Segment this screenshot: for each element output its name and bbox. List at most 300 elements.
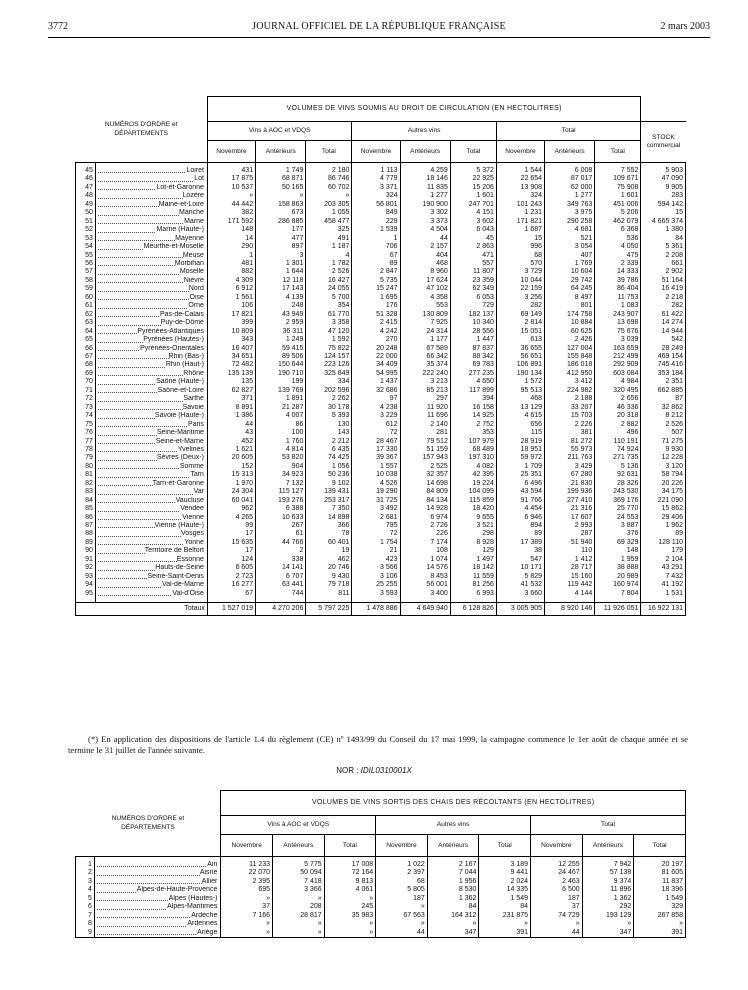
dept-column-header-2: NUMÉROS D'ORDRE et DÉPARTEMENTS <box>76 791 221 857</box>
dept-name <box>95 345 207 353</box>
value-cell: 28 326 <box>595 480 641 488</box>
value-cell: 795 <box>352 522 400 530</box>
dept-name-text: Vendée <box>180 505 204 513</box>
value-cell: 16 419 <box>641 285 686 293</box>
value-cell: 10 604 <box>545 268 595 276</box>
nor-code: IDIL0310001X <box>360 766 412 775</box>
subheader-anterieurs: Antérieurs <box>400 141 450 163</box>
value-cell: 468 <box>400 260 450 268</box>
value-cell: 570 <box>496 260 544 268</box>
dept-name-text: Orne <box>188 302 204 310</box>
value-cell: 32 357 <box>400 471 450 479</box>
value-cell: 78 <box>306 530 352 538</box>
value-cell: 59 972 <box>496 454 544 462</box>
value-cell: 18 396 <box>634 886 686 894</box>
value-cell: 4 665 374 <box>641 218 686 226</box>
dept-number: 4 <box>76 886 95 894</box>
value-cell: 2 351 <box>641 378 686 386</box>
value-cell: 1 644 <box>256 268 306 276</box>
value-cell: 507 <box>641 429 686 437</box>
value-cell: 35 983 <box>324 912 375 920</box>
value-cell: 612 <box>352 421 400 429</box>
dept-name <box>95 201 207 209</box>
dept-name <box>94 886 220 894</box>
value-cell: 287 <box>545 530 595 538</box>
value-cell: 17 <box>207 530 255 538</box>
dept-number: 92 <box>76 564 96 572</box>
value-cell: 81 256 <box>450 581 496 589</box>
value-cell: 21 <box>352 547 400 555</box>
value-cell: 135 <box>207 378 255 386</box>
value-cell: 282 <box>496 302 544 310</box>
value-cell: 4 <box>306 252 352 260</box>
dept-name <box>94 929 220 938</box>
table-row <box>76 345 686 353</box>
dept-name-text: Maine-et-Loire <box>158 200 204 208</box>
value-cell: 34 175 <box>641 488 686 496</box>
value-cell: 9 813 <box>324 878 375 886</box>
value-cell: 4 814 <box>256 446 306 454</box>
dept-name <box>95 319 207 327</box>
value-cell: » <box>376 903 428 911</box>
dept-number: 50 <box>76 209 96 217</box>
dept-number: 87 <box>76 522 96 530</box>
value-cell: 247 701 <box>450 201 496 209</box>
value-cell: 3 729 <box>496 268 544 276</box>
value-cell: 9 441 <box>479 869 531 877</box>
value-cell: 51 328 <box>352 311 400 319</box>
total-cell: 8 920 146 <box>545 603 595 616</box>
dept-number: 2 <box>76 869 95 877</box>
value-cell: 729 <box>450 302 496 310</box>
value-cell: 2 752 <box>450 421 496 429</box>
table-row <box>76 869 686 877</box>
value-cell: 4 061 <box>324 886 375 894</box>
dept-number: 52 <box>76 226 96 234</box>
subheader-anterieurs: Antérieurs <box>545 141 595 163</box>
value-cell: 431 <box>207 167 255 175</box>
value-cell: 117 899 <box>450 387 496 395</box>
value-cell: 179 <box>641 547 686 555</box>
table-row <box>76 243 686 251</box>
subheader-total: Total <box>634 835 686 857</box>
value-cell: 10 044 <box>496 277 544 285</box>
value-cell: 66 342 <box>400 353 450 361</box>
value-cell: 62 827 <box>207 387 255 395</box>
value-cell: 28 817 <box>273 912 325 920</box>
value-cell: 28 717 <box>545 564 595 572</box>
value-cell: 4 144 <box>545 590 595 598</box>
value-cell: 1 056 <box>306 463 352 471</box>
dept-name-text: Aisne <box>199 869 218 877</box>
subheader-novembre: Novembre <box>207 141 255 163</box>
table-row <box>76 235 686 243</box>
value-cell: 7 418 <box>273 878 325 886</box>
value-cell: 20 197 <box>634 861 686 869</box>
dept-name <box>95 514 207 522</box>
value-cell: 7 552 <box>595 167 641 175</box>
table-row <box>76 929 686 938</box>
value-cell: 211 763 <box>545 454 595 462</box>
value-cell: 35 374 <box>400 361 450 369</box>
value-cell: 1 687 <box>496 226 544 234</box>
value-cell: 86 404 <box>595 285 641 293</box>
dept-name-text: Territoire de Belfort <box>144 547 204 555</box>
value-cell: 2 180 <box>306 167 352 175</box>
value-cell: 14 928 <box>400 505 450 513</box>
value-cell: 1 769 <box>545 260 595 268</box>
value-cell: 7 804 <box>595 590 641 598</box>
value-cell: 557 <box>450 260 496 268</box>
value-cell: 10 340 <box>450 319 496 327</box>
dept-name-text: Tarn <box>190 471 204 479</box>
dept-name <box>95 285 207 293</box>
value-cell: 115 859 <box>450 497 496 505</box>
value-cell: 14 335 <box>479 886 531 894</box>
dept-number: 68 <box>76 361 96 369</box>
dept-number: 79 <box>76 454 96 462</box>
dept-number: 7 <box>76 912 95 920</box>
value-cell: » <box>221 895 273 903</box>
value-cell: 462 079 <box>595 218 641 226</box>
value-cell: 14 141 <box>256 564 306 572</box>
value-cell: 164 312 <box>427 912 479 920</box>
value-cell: 75 676 <box>595 328 641 336</box>
value-cell: 110 <box>545 547 595 555</box>
value-cell: 171 821 <box>496 218 544 226</box>
dept-name-text: Saône-et-Loire <box>157 386 204 394</box>
dept-name <box>95 387 207 395</box>
dept-number: 72 <box>76 395 96 403</box>
dept-name <box>95 505 207 513</box>
value-cell: 177 <box>256 226 306 234</box>
value-cell: 4 615 <box>496 412 544 420</box>
nor-reference <box>0 766 748 775</box>
dept-name <box>95 209 207 217</box>
table-row <box>76 463 686 471</box>
value-cell: 88 342 <box>450 353 496 361</box>
dept-name <box>95 395 207 403</box>
value-cell: 3 593 <box>352 590 400 598</box>
value-cell: 193 129 <box>582 912 634 920</box>
group-aoc-header-2: Vins à AOC et VDQS <box>221 816 376 835</box>
value-cell: 3 887 <box>595 522 641 530</box>
total-cell: 5 797 225 <box>306 603 352 616</box>
value-cell: 11 559 <box>450 573 496 581</box>
value-cell: 7 132 <box>256 480 306 488</box>
dept-number: 56 <box>76 260 96 268</box>
value-cell: 84 809 <box>400 488 450 496</box>
dept-name-text: Rhin (Haut-) <box>165 361 204 369</box>
value-cell: » <box>256 192 306 200</box>
value-cell: 4 259 <box>400 167 450 175</box>
value-cell: 28 919 <box>496 438 544 446</box>
value-cell: 3 412 <box>545 378 595 386</box>
table-row <box>76 201 686 209</box>
value-cell: 5 361 <box>641 243 686 251</box>
value-cell: 72 <box>352 429 400 437</box>
table-row <box>76 438 686 446</box>
dept-number: 61 <box>76 302 96 310</box>
dept-name-text: Oise <box>189 293 204 301</box>
value-cell: 3 213 <box>400 378 450 386</box>
value-cell: 297 <box>400 395 450 403</box>
table-row <box>76 573 686 581</box>
value-cell: 38 888 <box>595 564 641 572</box>
value-cell: 2 208 <box>641 252 686 260</box>
value-cell: 5 775 <box>273 861 325 869</box>
value-cell: 59 415 <box>256 345 306 353</box>
value-cell: 4 050 <box>595 243 641 251</box>
value-cell: 481 <box>207 260 255 268</box>
value-cell: 4 151 <box>450 209 496 217</box>
value-cell: 12 118 <box>256 277 306 285</box>
value-cell: 32 862 <box>641 404 686 412</box>
table-row <box>76 361 686 369</box>
value-cell: 471 <box>450 252 496 260</box>
dept-number: 6 <box>76 903 95 911</box>
header-rule <box>48 37 710 38</box>
value-cell: 61 <box>256 530 306 538</box>
table-row <box>76 218 686 226</box>
dept-number: 45 <box>76 167 96 175</box>
total-cell: 6 128 826 <box>450 603 496 616</box>
dept-name <box>95 438 207 446</box>
value-cell: 347 <box>427 929 479 938</box>
dept-name <box>94 920 220 928</box>
dept-name <box>95 175 207 183</box>
value-cell: 99 <box>207 522 255 530</box>
value-cell: 2 463 <box>531 878 583 886</box>
value-cell: 325 <box>306 226 352 234</box>
dept-number: 76 <box>76 429 96 437</box>
value-cell: 21 830 <box>545 480 595 488</box>
value-cell: 2 814 <box>496 319 544 327</box>
value-cell: 51 159 <box>400 446 450 454</box>
value-cell: 2 024 <box>479 878 531 886</box>
value-cell: 3 521 <box>450 522 496 530</box>
dept-name-text: Meuse <box>182 251 204 259</box>
value-cell: 10 537 <box>207 184 255 192</box>
value-cell: 100 <box>256 429 306 437</box>
dept-number: 66 <box>76 345 96 353</box>
value-cell: 60 401 <box>306 539 352 547</box>
value-cell: 5 829 <box>496 573 544 581</box>
value-cell: » <box>207 192 255 200</box>
dept-number: 46 <box>76 175 96 183</box>
value-cell: 3 256 <box>496 294 544 302</box>
value-cell: 11 807 <box>450 268 496 276</box>
value-cell: 2 902 <box>641 268 686 276</box>
value-cell: 1 177 <box>400 336 450 344</box>
value-cell: 157 943 <box>400 454 450 462</box>
value-cell: 11 837 <box>634 878 686 886</box>
value-cell: 6 946 <box>496 514 544 522</box>
value-cell: 18 142 <box>450 564 496 572</box>
dept-name-text: Tarn-et-Garonne <box>152 479 204 487</box>
value-cell: 594 142 <box>641 201 686 209</box>
value-cell: 536 <box>595 235 641 243</box>
dept-number: 80 <box>76 463 96 471</box>
value-cell: 55 973 <box>545 446 595 454</box>
value-cell: 33 207 <box>545 404 595 412</box>
value-cell: 1 539 <box>352 226 400 234</box>
value-cell: 148 <box>595 547 641 555</box>
table-row <box>76 302 686 310</box>
value-cell: 1 749 <box>256 167 306 175</box>
value-cell: 44 <box>376 929 428 938</box>
dept-number: 81 <box>76 471 96 479</box>
value-cell: 10 038 <box>352 471 400 479</box>
value-cell: 3 229 <box>352 412 400 420</box>
value-cell: 662 885 <box>641 387 686 395</box>
value-cell: 64 245 <box>545 285 595 293</box>
value-cell: 5 206 <box>595 209 641 217</box>
value-cell: 381 <box>545 429 595 437</box>
value-cell: 15 160 <box>545 573 595 581</box>
value-cell: 4 984 <box>595 378 641 386</box>
value-cell: 38 <box>496 547 544 555</box>
value-cell: 5 393 <box>306 412 352 420</box>
value-cell: 3 189 <box>479 861 531 869</box>
dept-column-header: NUMÉROS D'ORDRE et DÉPARTEMENTS <box>76 97 208 163</box>
value-cell: 13 129 <box>496 404 544 412</box>
value-cell: 30 178 <box>306 404 352 412</box>
value-cell: 39 786 <box>595 277 641 285</box>
value-cell: 4 007 <box>256 412 306 420</box>
dept-number: 69 <box>76 370 96 378</box>
value-cell: 1 601 <box>595 192 641 200</box>
value-cell: 4 082 <box>450 463 496 471</box>
value-cell: 801 <box>545 302 595 310</box>
dept-name-text: Val-d'Oise <box>172 589 204 597</box>
value-cell: 63 441 <box>256 581 306 589</box>
value-cell: 6 053 <box>450 294 496 302</box>
value-cell: 43 291 <box>641 564 686 572</box>
value-cell: 51 164 <box>641 277 686 285</box>
value-cell: 221 090 <box>641 497 686 505</box>
value-cell: 3 039 <box>595 336 641 344</box>
value-cell: 2 397 <box>376 869 428 877</box>
value-cell: 75 822 <box>306 345 352 353</box>
value-cell: 4 681 <box>545 226 595 234</box>
table-row <box>76 920 686 928</box>
value-cell: 8 891 <box>207 404 255 412</box>
value-cell: 202 596 <box>306 387 352 395</box>
subheader-novembre: Novembre <box>376 835 428 857</box>
value-cell: 36 311 <box>256 328 306 336</box>
value-cell: 290 <box>207 243 255 251</box>
value-cell: 101 243 <box>496 201 544 209</box>
dept-name <box>95 480 207 488</box>
page-header <box>48 21 710 35</box>
value-cell: » <box>376 920 428 928</box>
value-cell: 353 <box>450 429 496 437</box>
dept-number: 73 <box>76 404 96 412</box>
value-cell: 283 <box>641 192 686 200</box>
value-cell: 74 729 <box>531 912 583 920</box>
value-cell: 176 <box>352 302 400 310</box>
value-cell: 212 499 <box>595 353 641 361</box>
value-cell: 656 <box>496 421 544 429</box>
subheader-anterieurs: Antérieurs <box>427 835 479 857</box>
dept-name <box>95 328 207 336</box>
subheader-novembre: Novembre <box>352 141 400 163</box>
table-row <box>76 209 686 217</box>
value-cell: 152 <box>207 463 255 471</box>
value-cell: 243 907 <box>595 311 641 319</box>
value-cell: 190 710 <box>256 370 306 378</box>
value-cell: 11 920 <box>400 404 450 412</box>
dept-number: 70 <box>76 378 96 386</box>
value-cell: 4 265 <box>207 514 255 522</box>
dept-name <box>95 497 207 505</box>
value-cell: 349 763 <box>545 201 595 209</box>
value-cell: 115 127 <box>256 488 306 496</box>
value-cell: 12 228 <box>641 454 686 462</box>
total-cell: 16 922 131 <box>641 603 686 616</box>
value-cell: 7 925 <box>400 319 450 327</box>
value-cell: 6 496 <box>496 480 544 488</box>
value-cell: 412 950 <box>545 370 595 378</box>
value-cell: 34 923 <box>256 471 306 479</box>
value-cell: 67 589 <box>400 345 450 353</box>
value-cell: 74 425 <box>306 454 352 462</box>
dept-number: 49 <box>76 201 96 209</box>
value-cell: 17 389 <box>496 539 544 547</box>
value-cell: 50 236 <box>306 471 352 479</box>
value-cell: 42 395 <box>450 471 496 479</box>
table-row <box>76 454 686 462</box>
dept-name <box>94 878 220 886</box>
value-cell: 475 <box>595 252 641 260</box>
value-cell: 6 008 <box>545 167 595 175</box>
nor-label: NOR : <box>336 766 359 775</box>
value-cell: 43 949 <box>256 311 306 319</box>
value-cell: 2 726 <box>400 522 450 530</box>
value-cell: 20 605 <box>207 454 255 462</box>
table-row <box>76 878 686 886</box>
dept-name-text: Var <box>193 488 204 496</box>
value-cell: 468 <box>496 395 544 403</box>
value-cell: 68 871 <box>256 175 306 183</box>
value-cell: 2 140 <box>400 421 450 429</box>
value-cell: 229 <box>352 218 400 226</box>
dept-name <box>95 463 207 471</box>
totals-label: Totaux <box>76 603 208 616</box>
value-cell: 20 248 <box>352 345 400 353</box>
dept-name <box>95 218 207 226</box>
value-cell: 9 430 <box>306 573 352 581</box>
table-row <box>76 886 686 894</box>
value-cell: 160 974 <box>595 581 641 589</box>
value-cell: 996 <box>496 243 544 251</box>
dept-name-text: Vaucluse <box>175 496 204 504</box>
value-cell: 2 526 <box>306 268 352 276</box>
subheader-total: Total <box>479 835 531 857</box>
value-cell: 15 <box>641 209 686 217</box>
dept-name-text: Alpes (Hautes-) <box>168 894 218 902</box>
dept-number: 71 <box>76 387 96 395</box>
dept-name <box>95 260 207 268</box>
value-cell: 10 884 <box>545 319 595 327</box>
value-cell: 3 120 <box>641 463 686 471</box>
value-cell: 24 314 <box>400 328 450 336</box>
total-cell: 1 478 886 <box>352 603 400 616</box>
value-cell: 8 928 <box>450 539 496 547</box>
value-cell: 391 <box>634 929 686 938</box>
subheader-total: Total <box>306 141 352 163</box>
